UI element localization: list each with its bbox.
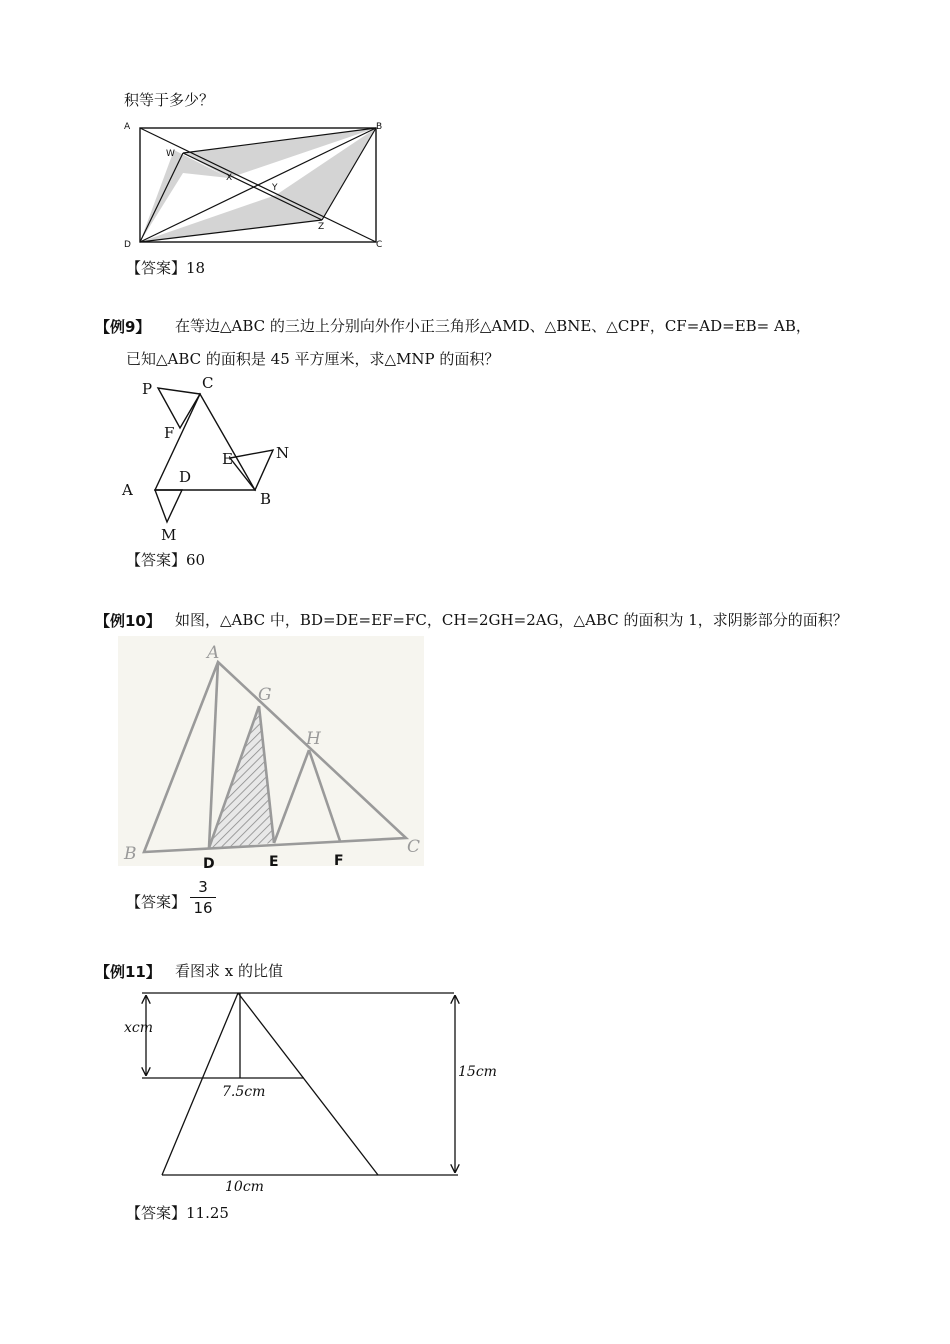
example-11-text: 看图求 x 的比值 — [175, 962, 283, 980]
label-c: C — [202, 374, 214, 392]
example-9-label: 【例9】 — [95, 318, 151, 336]
segment-dw — [140, 153, 183, 242]
example-10-label: 【例10】 — [95, 612, 161, 630]
triangle-amd — [155, 490, 182, 522]
label-n: N — [276, 444, 290, 462]
example-11-label: 【例11】 — [95, 963, 161, 981]
label-a: A — [124, 122, 131, 132]
label-e: E — [222, 450, 233, 468]
answer-label: 【答案】 — [126, 551, 187, 569]
answer-label: 【答案】 — [126, 1204, 187, 1222]
label-a: A — [207, 643, 220, 663]
answer-value: 11.25 — [186, 1204, 229, 1222]
trapezoid-figure-11 — [118, 984, 508, 1196]
label-10cm: 10cm — [225, 1179, 264, 1195]
label-b: B — [376, 122, 383, 132]
label-7-5cm: 7.5cm — [222, 1084, 266, 1100]
label-f: F — [164, 424, 175, 442]
label-c: C — [407, 837, 421, 857]
label-d: D — [124, 240, 131, 250]
label-15cm: 15cm — [458, 1064, 497, 1080]
label-g: G — [258, 685, 272, 705]
fraction-numerator: 3 — [198, 878, 208, 896]
example-10-text: 如图，△ABC 中，BD=DE=EF=FC，CH=2GH=2AG，△ABC 的面积为 1，求阴影部分的面积？ — [175, 611, 848, 629]
fraction-denominator: 16 — [193, 899, 213, 917]
label-y: Y — [272, 183, 278, 193]
label-c: C — [376, 240, 383, 250]
label-a: A — [122, 481, 133, 499]
label-f: F — [334, 853, 344, 869]
answer-9 — [126, 550, 205, 570]
triangle-figure-10 — [118, 636, 428, 876]
label-z: Z — [318, 222, 325, 232]
label-m: M — [161, 526, 177, 544]
label-xcm: xcm — [124, 1020, 154, 1036]
example-9-line1: 在等边△ABC 的三边上分别向外作小正三角形△AMD、△BNE、△CPF，CF=AD=EB= AB， — [175, 317, 811, 335]
answer-label-10: 【答案】 — [126, 893, 187, 911]
label-w: W — [166, 149, 175, 159]
label-b: B — [124, 844, 137, 864]
label-p: P — [142, 380, 153, 398]
question-text-tail: 积等于多少？ — [124, 91, 215, 109]
answer-value: 60 — [186, 551, 206, 569]
answer-11 — [126, 1203, 229, 1223]
label-d: D — [179, 468, 192, 486]
answer-value: 18 — [186, 259, 206, 277]
label-d: D — [203, 856, 215, 872]
example-9-line2: 已知△ABC 的面积是 45 平方厘米，求△MNP 的面积？ — [126, 350, 500, 368]
label-e: E — [269, 854, 279, 870]
answer-fraction-10 — [190, 878, 216, 917]
fraction-bar — [190, 897, 216, 898]
rectangle-figure — [118, 118, 398, 254]
label-x: X — [226, 173, 233, 183]
triangle-figure-9 — [118, 372, 308, 544]
label-b: B — [260, 490, 272, 508]
answer-8 — [126, 258, 205, 278]
answer-label: 【答案】 — [126, 259, 187, 277]
label-h: H — [306, 729, 321, 749]
